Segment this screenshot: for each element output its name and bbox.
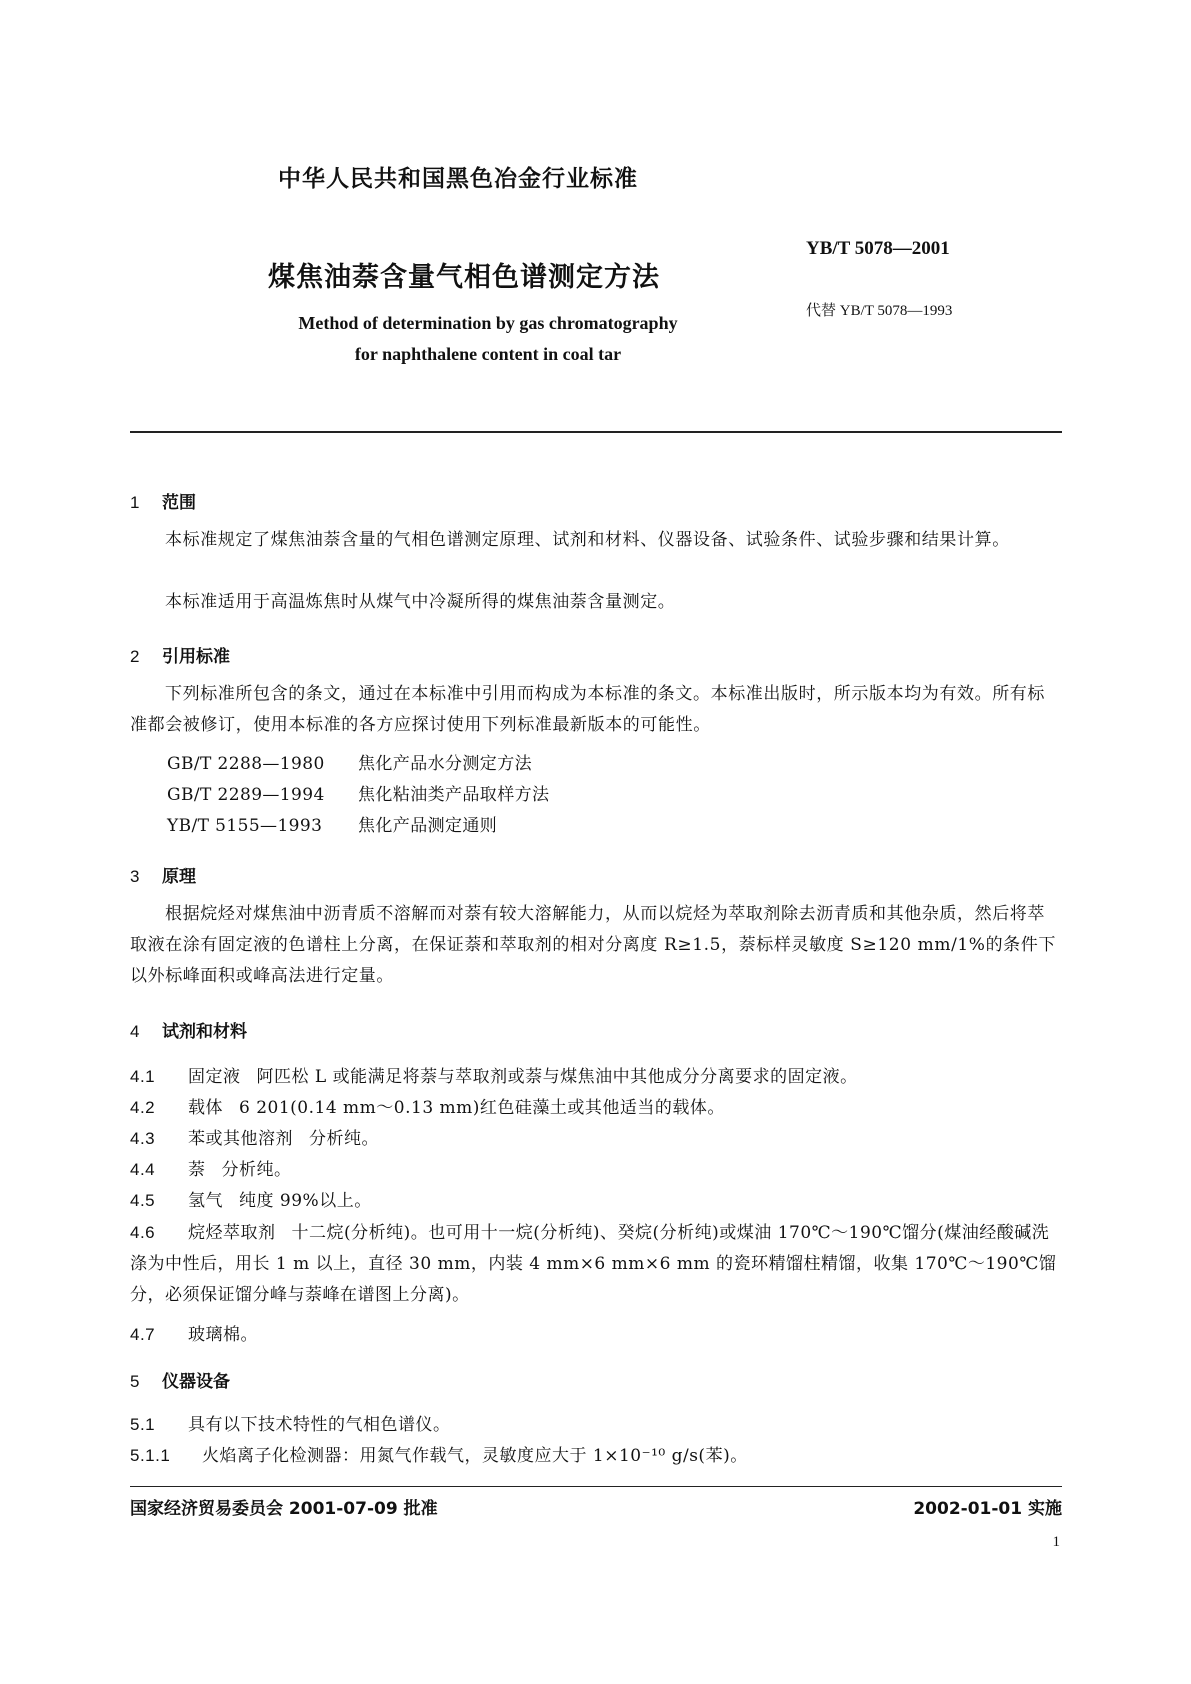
materials-item [130, 1320, 1062, 1345]
item-text: 分析纯。 [309, 1129, 379, 1149]
replaces-standard: 代替 YB/T 5078—1993 [806, 303, 953, 319]
section-1-paragraph-2: 本标准适用于高温炼焦时从煤气中冷凝所得的煤焦油萘含量测定。 [165, 592, 676, 612]
materials-item [130, 1155, 1062, 1180]
reference-code: YB/T 5155—1993 [167, 816, 323, 836]
item-label: 玻璃棉。 [188, 1325, 258, 1345]
section-3-heading [130, 862, 196, 887]
item-text: 火焰离子化检测器：用氮气作载气，灵敏度应大于 1×10⁻¹⁰ g/s(苯)。 [202, 1446, 748, 1466]
reference-title: 焦化产品水分测定方法 [358, 754, 532, 774]
materials-item [130, 1186, 1062, 1211]
item-number: 4.5 [130, 1191, 156, 1210]
materials-item [130, 1124, 1062, 1149]
materials-item [130, 1062, 1062, 1087]
section-4-heading [130, 1017, 247, 1042]
item-number: 4.4 [130, 1160, 156, 1179]
effective-date: 2002-01-01 实施 [913, 1499, 1062, 1519]
section-title: 引用标准 [162, 647, 230, 667]
english-title-line-2: for naphthalene content in coal tar [354, 344, 622, 364]
item-number: 4.7 [130, 1325, 156, 1344]
item-text: 分析纯。 [221, 1160, 292, 1180]
standard-code: YB/T 5078—2001 [806, 238, 950, 259]
document-title: 煤焦油萘含量气相色谱测定方法 [268, 262, 660, 293]
section-number: 5 [130, 1372, 140, 1391]
equipment-item [130, 1410, 1062, 1435]
item-label: 载体 [188, 1098, 223, 1118]
section-title: 原理 [162, 867, 196, 887]
reference-title: 焦化产品测定通则 [358, 816, 498, 836]
standard-type-heading: 中华人民共和国黑色冶金行业标准 [278, 166, 638, 192]
item-text: 纯度 99%以上。 [239, 1191, 372, 1211]
equipment-item [130, 1441, 1062, 1466]
item-text: 具有以下技术特性的气相色谱仪。 [188, 1415, 451, 1435]
section-1-paragraph-1: 本标准规定了煤焦油萘含量的气相色谱测定原理、试剂和材料、仪器设备、试验条件、试验步骤和结果计算。 [165, 530, 1010, 550]
item-text: 6 201(0.14 mm～0.13 mm)红色硅藻土或其他适当的载体。 [239, 1098, 725, 1118]
section-number: 4 [130, 1022, 140, 1041]
section-5-heading [130, 1367, 230, 1392]
item-text: 阿匹松 L 或能满足将萘与萃取剂或萘与煤焦油中其他成分分离要求的固定液。 [256, 1067, 858, 1087]
item-number: 4.2 [130, 1098, 156, 1117]
item-label: 固定液 [188, 1067, 241, 1087]
materials-item [130, 1093, 1062, 1118]
item-text: 十二烷(分析纯)。也可用十一烷(分析纯)、癸烷(分析纯)或煤油 170℃～190℃馏分(煤油经酸碱洗涤为中性后，用长 1 m 以上，直径 30 mm，内装 4 mm×6 mm×6 mm 的瓷环精馏柱精馏，收集 170℃～190℃馏分，必须保证馏分峰与萘峰在谱图上分离)。 [130, 1223, 1057, 1305]
section-number: 3 [130, 867, 140, 886]
section-title: 范围 [162, 493, 196, 513]
header-divider [130, 431, 1062, 433]
section-number: 1 [130, 493, 140, 512]
section-number: 2 [130, 647, 140, 666]
section-2-heading [130, 642, 230, 667]
footer-divider [130, 1486, 1062, 1487]
item-label: 氢气 [188, 1191, 223, 1211]
item-number: 5.1.1 [130, 1446, 171, 1465]
reference-code: GB/T 2289—1994 [167, 785, 325, 805]
english-title-line-1: Method of determination by gas chromatography [298, 313, 678, 333]
reference-item [167, 811, 497, 836]
approval-line: 国家经济贸易委员会 2001-07-09 批准 [130, 1499, 438, 1519]
item-label: 苯或其他溶剂 [188, 1129, 293, 1149]
item-number: 5.1 [130, 1415, 156, 1434]
reference-title: 焦化粘油类产品取样方法 [358, 785, 550, 805]
section-title: 仪器设备 [162, 1372, 230, 1392]
materials-item [130, 1217, 1062, 1311]
item-label: 烷烃萃取剂 [188, 1223, 276, 1243]
section-2-paragraph-1: 下列标准所包含的条文，通过在本标准中引用而构成为本标准的条文。本标准出版时，所示版本均为有效。所有标准都会被修订，使用本标准的各方应探讨使用下列标准最新版本的可能性。 [130, 684, 1045, 735]
section-1-heading [130, 488, 196, 513]
section-3-paragraph-1: 根据烷烃对煤焦油中沥青质不溶解而对萘有较大溶解能力，从而以烷烃为萃取剂除去沥青质和其他杂质，然后将萃取液在涂有固定液的色谱柱上分离，在保证萘和萃取剂的相对分离度 R≥1.5，萘标样灵敏度 S≥120 mm/1%的条件下以外标峰面积或峰高法进行定量。 [130, 904, 1056, 986]
item-number: 4.1 [130, 1067, 156, 1086]
reference-item [167, 749, 532, 774]
reference-item [167, 780, 549, 805]
item-number: 4.3 [130, 1129, 156, 1148]
item-number: 4.6 [130, 1223, 156, 1242]
item-label: 萘 [188, 1160, 206, 1180]
section-title: 试剂和材料 [162, 1022, 247, 1042]
page-number: 1 [1052, 1534, 1060, 1550]
reference-code: GB/T 2288—1980 [167, 754, 325, 774]
